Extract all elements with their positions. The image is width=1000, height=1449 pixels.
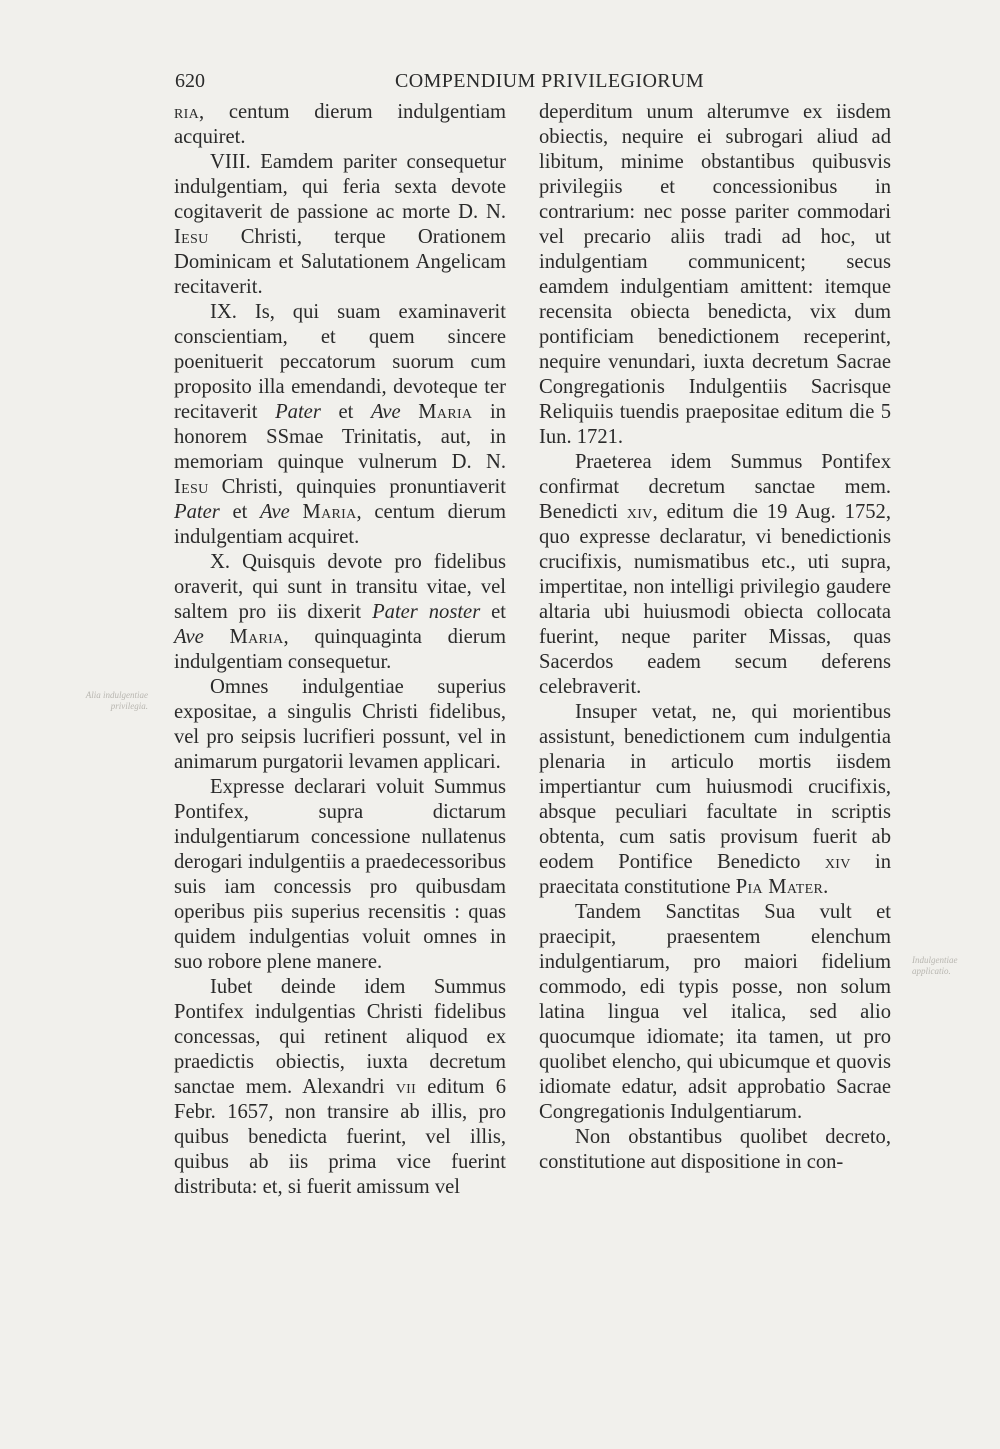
paragraph: deperditum unum alterumve ex iisdem obiectis, nequire ei subrogari aliud ad libitum, minime obstantibus quibusvis privilegiis et concessionibus in contrarium: nec posse pariter commodari vel precario aliis tradi ad hoc, ut indulgentiam communicent; secus eamdem indulgentiam amittent: itemque recensita obiecta benedicta, vix dum pontificiam benedictionem receperint, nequire venundari, iuxta decretum Sacrae Congregationis Indulgentiis Sacrisque Reliquiis tuendis praepositae editum die 5 Iun. 1721. bbox=[539, 101, 891, 448]
page-header bbox=[175, 70, 892, 100]
page-number: 620 bbox=[175, 70, 205, 92]
paragraph: Non obstantibus quolibet decreto, constitutione aut dispositione in con- bbox=[539, 1126, 891, 1173]
running-title: COMPENDIUM PRIVILEGIORUM bbox=[395, 70, 705, 92]
paragraph: Insuper vetat, ne, qui morientibus assistunt, benedictionem cum indulgentia plenaria in articulo mortis iisdem impertiantur cum huiusmodi crucifixis, absque peculiari facultate in scriptis obtenta, cum satis provisum fuerit ab eodem Pontifice Benedicto xiv in praecitata constitutione Pia Mater. bbox=[539, 701, 892, 898]
paragraph: X. Quisquis devote pro fidelibus oraverit, qui sunt in transitu vitae, vel saltem pro iis dixerit Pater noster et Ave Maria, quinquaginta dierum indulgentiam consequetur. bbox=[174, 551, 506, 673]
margin-note-right: Indulgentiae applicatio. bbox=[912, 955, 958, 976]
paragraph: ria, centum dierum indulgentiam acquiret. bbox=[174, 101, 506, 148]
paragraph: Expresse declarari voluit Summus Pontifex, supra dictarum indulgentiarum concessione nullatenus derogari indulgentiis a praedecessoribus suis iam concessis pro quibusdam operibus piis superius recensitis : quas quidem indulgentias voluit omnes in suo robore plene manere. bbox=[174, 776, 506, 973]
paragraph: Tandem Sanctitas Sua vult et praecipit, praesentem elenchum indulgentiarum, pro maiori fidelium commodo, edi typis posse, non solum latina lingua vel italica, sed alio quocumque idiomate; ita tamen, ut pro quolibet elencho, qui ubicumque et quovis idiomate edatur, adsit approbatio Sacrae Congregationis Indulgentiarum. bbox=[539, 901, 891, 1123]
right-column bbox=[539, 100, 891, 1175]
paragraph: Omnes indulgentiae superius expositae, a singulis Christi fidelibus, vel pro seipsis lucrifieri possunt, vel in animarum purgatorii levamen applicari. bbox=[174, 676, 506, 773]
paragraph: VIII. Eamdem pariter consequetur indulgentiam, qui feria sexta devote cogitaverit de passione ac morte D. N. Iesu Christi, terque Orationem Dominicam et Salutationem Angelicam recitaverit. bbox=[174, 151, 506, 298]
left-column bbox=[174, 100, 506, 1200]
paragraph: Iubet deinde idem Summus Pontifex indulgentias Christi fidelibus concessas, qui retinent aliquod ex praedictis obiectis, iuxta decretum sanctae mem. Alexandri vii editum 6 Febr. 1657, non transire ab illis, pro quibus benedicta fuerint, vel illis, quibus ab iis prima vice fuerint distributa: et, si fuerit amissum vel bbox=[174, 976, 506, 1198]
paragraph: IX. Is, qui suam examinaverit conscientiam, et quem sincere poenituerit peccatorum suorum cum proposito illa emendandi, devoteque ter recitaverit Pater et Ave Maria in honorem SSmae Trinitatis, aut, in memoriam quinque vulnerum D. N. Iesu Christi, quinquies pronuntiaverit Pater et Ave Maria, centum dierum indulgentiam acquiret. bbox=[174, 301, 506, 548]
paragraph: Praeterea idem Summus Pontifex confirmat decretum sanctae mem. Benedicti xiv, editum die 19 Aug. 1752, quo expresse declaratur, vi benedictionis crucifixis, numismatibus etc., uti supra, impertitae, non intelligi privilegio gaudere altaria ubi huiusmodi obiecta collocata fuerint, neque pariter Missas, quas Sacerdos eadem secum deferens celebraverit. bbox=[539, 451, 891, 698]
margin-note-left: Alia indulgentiae privilegia. bbox=[85, 690, 148, 711]
